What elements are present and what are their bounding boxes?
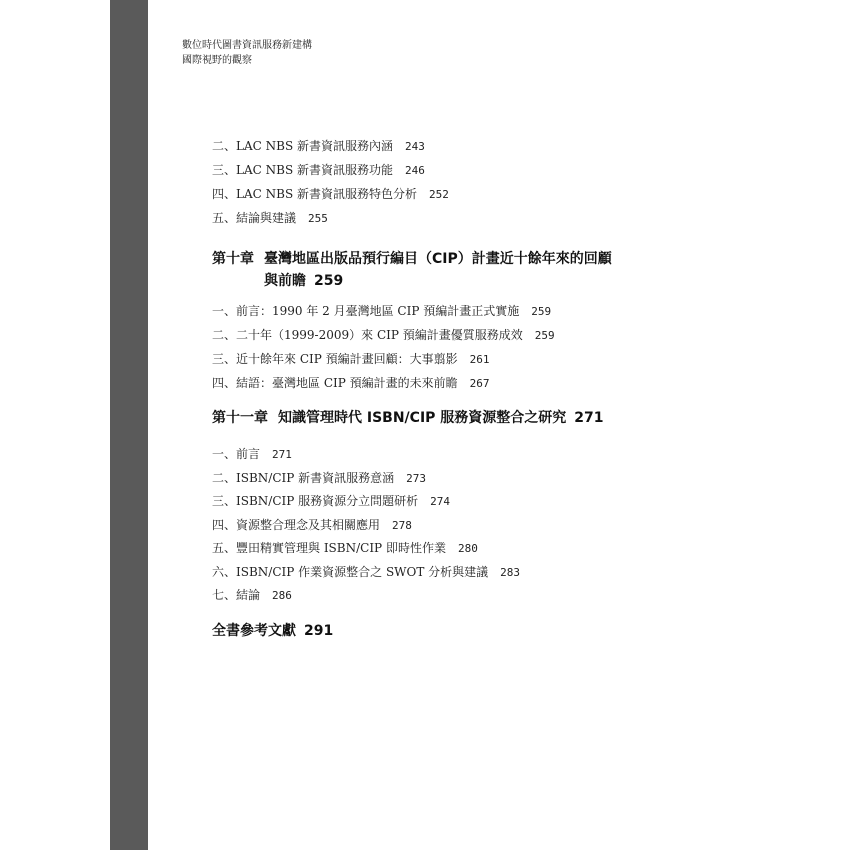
toc-entry-label: 五、結論與建議 <box>212 211 297 225</box>
chapter-page: 271 <box>574 410 604 426</box>
chapter-heading-11 <box>212 407 604 427</box>
toc-entry-page: 243 <box>405 140 425 153</box>
toc-entry-page: 259 <box>534 329 555 342</box>
toc-entry <box>212 374 490 391</box>
toc-entry <box>212 492 450 509</box>
running-head-book-title: 數位時代圖書資訊服務新建構 <box>182 40 312 51</box>
toc-entry-page: 278 <box>392 519 412 532</box>
toc-entry-label: 三、LAC NBS 新書資訊服務功能 <box>212 163 393 177</box>
toc-entry <box>212 539 478 556</box>
toc-entry-label: 一、前言 <box>212 447 261 461</box>
toc-entry-label: 五、豐田精實管理與 ISBN/CIP 即時性作業 <box>212 541 446 555</box>
toc-entry <box>212 209 328 226</box>
toc-entry <box>212 161 425 178</box>
toc-entry-label: 四、資源整合理念及其相關應用 <box>212 518 381 532</box>
toc-entry-page: 267 <box>469 377 490 390</box>
chapter-number: 第十章 <box>212 251 254 267</box>
toc-entry-page: 273 <box>406 472 427 485</box>
toc-entry-page: 283 <box>500 566 521 579</box>
toc-entry-page: 252 <box>429 188 449 201</box>
toc-entry-page: 280 <box>457 542 478 555</box>
toc-entry-label: 二、ISBN/CIP 新書資訊服務意涵 <box>212 471 395 485</box>
bibliography-heading <box>212 620 333 640</box>
chapter-title-line1: 臺灣地區出版品預行編目（CIP）計畫近十餘年來的回顧 <box>264 251 612 267</box>
chapter-title-line2: 與前瞻 <box>264 273 306 289</box>
toc-entry <box>212 445 292 462</box>
chapter-title-line2-wrap <box>264 270 343 290</box>
toc-entry-label: 四、結語：臺灣地區 CIP 預編計畫的未來前瞻 <box>212 376 458 390</box>
toc-entry <box>212 185 449 202</box>
toc-entry <box>212 586 292 603</box>
toc-entry-label: 三、近十餘年來 CIP 預編計畫回顧：大事翦影 <box>212 352 458 366</box>
toc-entry-page: 259 <box>531 305 552 318</box>
toc-entry-page: 255 <box>308 212 328 225</box>
toc-entry-label: 一、前言：1990 年 2 月臺灣地區 CIP 預編計畫正式實施 <box>212 304 520 318</box>
toc-entry-label: 七、結論 <box>212 588 261 602</box>
chapter-number: 第十一章 <box>212 410 268 426</box>
bibliography-page: 291 <box>304 623 334 639</box>
toc-entry-label: 四、LAC NBS 新書資訊服務特色分析 <box>212 187 417 201</box>
toc-entry <box>212 326 555 343</box>
toc-entry-label: 六、ISBN/CIP 作業資源整合之 SWOT 分析與建議 <box>212 565 489 579</box>
toc-entry <box>212 469 426 486</box>
toc-entry-page: 271 <box>272 448 292 461</box>
toc-entry-page: 286 <box>272 589 292 602</box>
toc-entry <box>212 516 412 533</box>
toc-entry-label: 二、二十年（1999-2009）來 CIP 預編計畫優質服務成效 <box>212 328 523 342</box>
bibliography-title: 全書參考文獻 <box>212 623 296 639</box>
toc-entry-page: 246 <box>405 164 425 177</box>
toc-entry <box>212 350 490 367</box>
toc-entry <box>212 137 425 154</box>
chapter-heading-10 <box>212 248 612 289</box>
toc-entry-page: 274 <box>430 495 451 508</box>
toc-entry-label: 二、LAC NBS 新書資訊服務內涵 <box>212 139 393 153</box>
toc-entry <box>212 302 551 319</box>
chapter-title: 知識管理時代 ISBN/CIP 服務資源整合之研究 <box>278 410 567 426</box>
toc-entry-label: 三、ISBN/CIP 服務資源分立問題研析 <box>212 494 419 508</box>
toc-entry <box>212 563 520 580</box>
running-head-subtitle: 國際視野的觀察 <box>182 55 252 66</box>
toc-entry-page: 261 <box>469 353 490 366</box>
chapter-page: 259 <box>314 273 344 289</box>
